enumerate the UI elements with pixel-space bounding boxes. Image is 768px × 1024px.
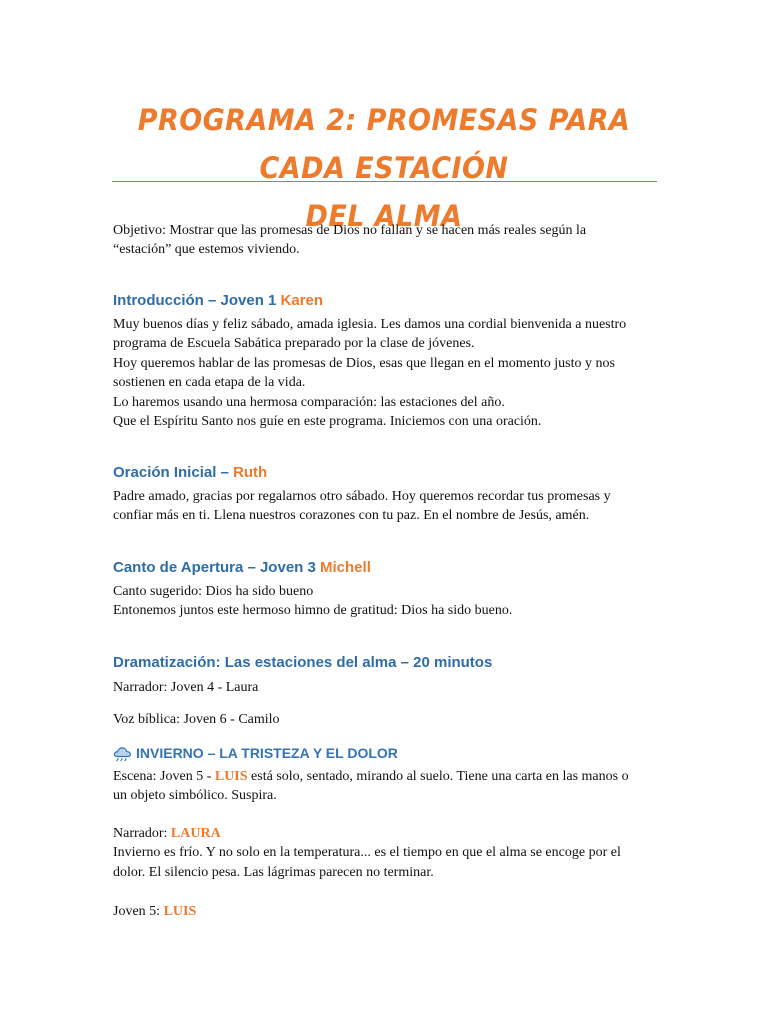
title-line-2: DEL ALMA: [305, 199, 463, 233]
intro-line: Que el Espíritu Santo nos guíe en este programa. Iniciemos con una oración.: [113, 414, 542, 430]
page-title: [131, 96, 637, 240]
scene-rest: está solo, sentado, mirando al suelo. Tiene una carta en las manos o: [247, 769, 629, 784]
song-heading-text: Canto de Apertura – Joven 3: [113, 559, 316, 576]
winter-heading: [113, 744, 653, 763]
prayer-line: Padre amado, gracias por regalarnos otro sábado. Hoy queremos recordar tus promesas y: [113, 489, 611, 504]
winter-scene-line-2: un objeto simbólico. Suspira.: [113, 788, 277, 804]
drama-heading-text: Dramatización: Las estaciones del alma – 20 minutos: [113, 654, 493, 671]
narration-line-2: dolor. El silencio pesa. Las lágrimas parecen no terminar.: [113, 864, 434, 880]
prayer-heading: [113, 463, 653, 483]
objective-line-2: “estación” que estemos viviendo.: [113, 242, 300, 258]
intro-line: programa de Escuela Sabática preparado por la clase de jóvenes.: [113, 336, 475, 352]
intro-heading-text: Introducción – Joven 1: [113, 292, 277, 309]
objective-paragraph: [113, 221, 653, 260]
song-paragraph: [113, 582, 653, 621]
winter-narration: [113, 824, 653, 882]
narration-line-1: Invierno es frío. Y no solo en la temperatura... es el tiempo en que el alma se encoge por el: [113, 845, 621, 861]
title-divider: [112, 181, 657, 182]
intro-line: Lo haremos usando una hermosa comparación: las estaciones del año.: [113, 394, 505, 410]
winter-joven-line: [113, 902, 653, 921]
title-line-1: PROGRAMA 2: PROMESAS PARA CADA ESTACIÓN: [137, 103, 631, 185]
intro-heading: [113, 291, 653, 311]
intro-paragraph: [113, 315, 653, 431]
intro-line: sostienen en cada etapa de la vida.: [113, 375, 306, 391]
song-line: Entonemos juntos este hermoso himno de gratitud: Dios ha sido bueno.: [113, 603, 513, 619]
intro-speaker-name: Karen: [280, 292, 324, 309]
drama-narrator-line: Narrador: Joven 4 - Laura: [113, 680, 259, 695]
joven-prefix: Joven 5:: [113, 904, 164, 919]
objective-line-1: Objetivo: Mostrar que las promesas de Dios no fallan y se hacen más reales según la: [113, 223, 587, 238]
winter-scene: [113, 767, 653, 806]
joven-name: LUIS: [163, 904, 197, 919]
prayer-paragraph: [113, 487, 653, 526]
narrator-line: [113, 824, 653, 843]
prayer-speaker-name: Ruth: [233, 464, 268, 481]
winter-heading-text: INVIERNO – LA TRISTEZA Y EL DOLOR: [136, 745, 398, 761]
prayer-heading-text: Oración Inicial –: [113, 464, 229, 481]
cloud-icon: [113, 746, 132, 762]
intro-line: Hoy queremos hablar de las promesas de Dios, esas que llegan en el momento justo y nos: [113, 355, 615, 371]
winter-scene-line-1: [113, 767, 653, 786]
song-speaker-name: Michell: [320, 559, 371, 576]
song-line: Canto sugerido: Dios ha sido bueno: [113, 584, 314, 599]
prayer-line: confiar más en ti. Llena nuestros corazones con tu paz. En el nombre de Jesús, amén.: [113, 508, 590, 524]
song-heading: [113, 558, 653, 578]
drama-heading: [113, 653, 653, 673]
narrator-name: LAURA: [170, 826, 221, 841]
drama-roles: [113, 678, 653, 730]
intro-line: Muy buenos días y feliz sábado, amada iglesia. Les damos una cordial bienvenida a nuestro: [113, 317, 627, 332]
joven-line: [113, 902, 653, 921]
drama-voice-line: Voz bíblica: Joven 6 - Camilo: [113, 712, 280, 728]
scene-prefix: Escena: Joven 5 -: [113, 769, 215, 784]
scene-actor-name: LUIS: [214, 769, 248, 784]
narrator-prefix: Narrador:: [113, 826, 171, 841]
